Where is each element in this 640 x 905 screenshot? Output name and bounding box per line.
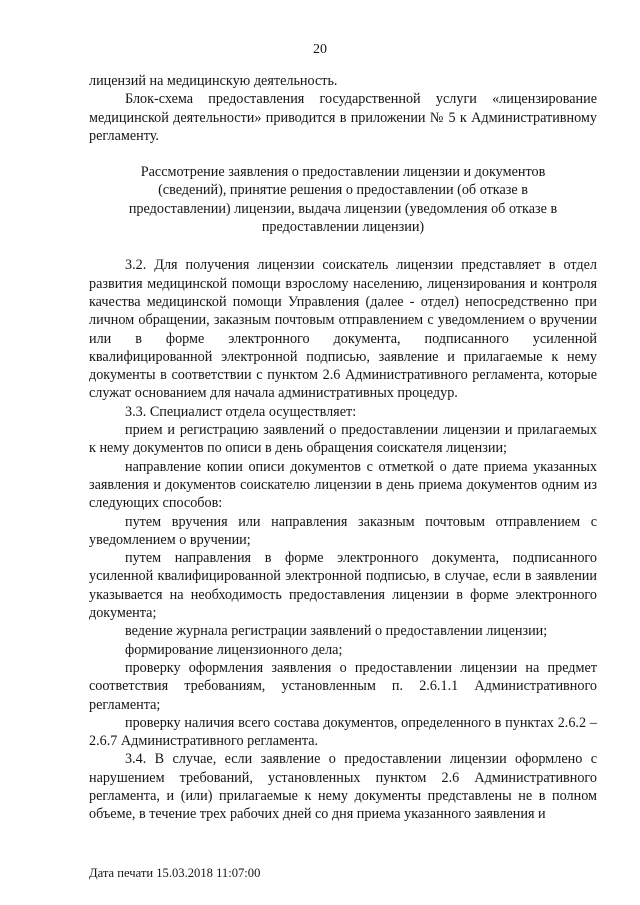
paragraph: направление копии описи документов с отметкой о дате приема указанных заявления и документов соискателю лицензии в день приема документов одним из следующих способов: — [89, 458, 597, 512]
paragraph: путем направления в форме электронного документа, подписанного усиленной квалифицированной электронной подписью, в случае, если в заявлении указывается на необходимость предоставления лицензии в форме электронного документа; — [89, 550, 597, 622]
paragraph: прием и регистрацию заявлений о предоставлении лицензии и прилагаемых к нему документов по описи в день обращения соискателя лицензии; — [89, 422, 597, 457]
paragraph: ведение журнала регистрации заявлений о предоставлении лицензии; — [125, 623, 548, 640]
paragraph: проверку оформления заявления о предоставлении лицензии на предмет соответствия требованиям, установленным п. 2.6.1.1 Административного регламента; — [89, 659, 597, 713]
paragraph: 3.4. В случае, если заявление о предоставлении лицензии оформлено с нарушением требований, установленных пунктом 2.6 Административного регламента, и (или) прилагаемые к нему документы представлены не в полном объеме, в течение трех рабочих дней со дня приема указанного заявления и — [89, 751, 597, 823]
paragraph: проверку наличия всего состава документов, определенного в пунктах 2.6.2 – 2.6.7 Административного регламента. — [89, 714, 597, 750]
paragraph: Блок-схема предоставления государственной услуги «лицензирование медицинской деятельности» приводится в приложении № 5 к Административному регламенту. — [89, 91, 597, 144]
paragraph: 3.3. Специалист отдела осуществляет: — [125, 403, 357, 420]
paragraph: путем вручения или направления заказным почтовым отправлением с уведомлением о вручении; — [89, 513, 597, 548]
paragraph: 3.2. Для получения лицензии соискатель лицензии представляет в отдел развития медицинской помощи взрослому населению, лицензирования и контроля качества медицинской помощи Управления (далее - отдел) непосредственно при личном обращении, заказным почтовым отправлением с уведомлением о вручении или в форме электронного документа, подписанного усиленной квалифицированной электронной подписью, заявление и прилагаемые к нему документы в соответствии с пунктом 2.6 Административного регламента, которые служат основанием для начала административных процедур. — [89, 257, 597, 402]
paragraph: лицензий на медицинскую деятельность. — [89, 73, 338, 89]
print-date-footer: Дата печати 15.03.2018 11:07:00 — [89, 866, 261, 880]
section-heading: Рассмотрение заявления о предоставлении лицензии и документов (сведений), принятие решения о предоставлении (об отказе в предоставлении) лицензии, выдача лицензии (уведомления об отказе в предоставлении лицензии) — [128, 164, 558, 236]
paragraph: формирование лицензионного дела; — [125, 641, 343, 658]
document-body — [89, 72, 597, 824]
page-number: 20 — [313, 42, 327, 57]
